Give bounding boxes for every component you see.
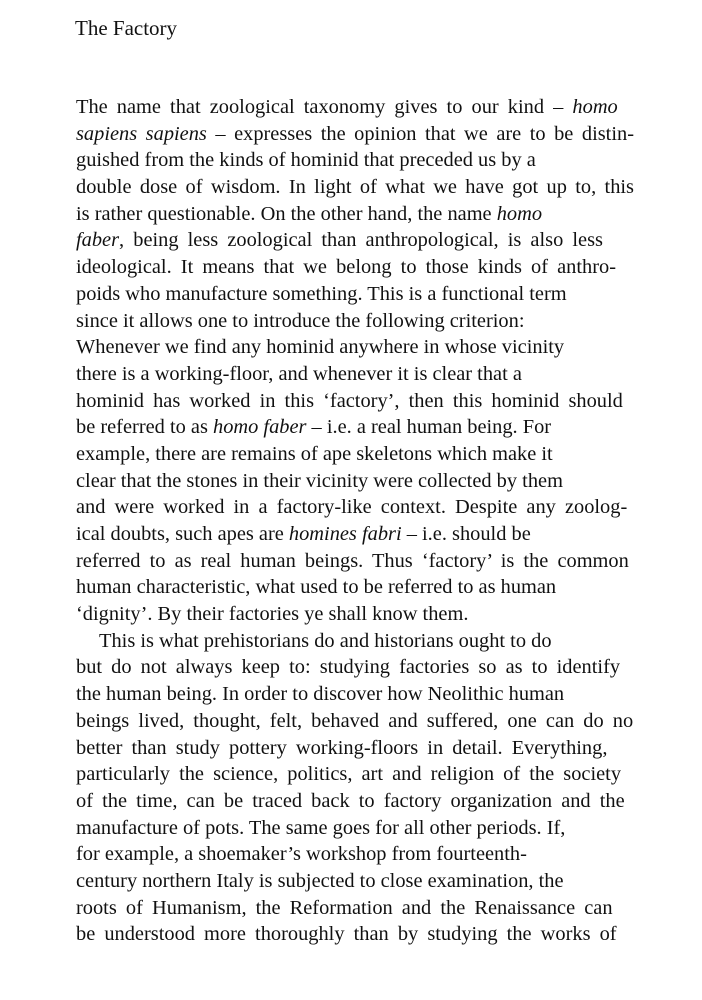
text-line [76,94,636,121]
text-segment: particularly the science, politics, art and religion of the society [76,763,622,786]
text-segment: be understood more thoroughly than by studying the works of [76,923,617,946]
text-segment: ical doubts, such apes are [76,523,289,545]
text-line [76,761,636,788]
text-segment: better than study pottery working-floors in detail. Everything, [76,736,608,759]
italic-term: homo faber [213,416,307,439]
text-line [76,841,636,868]
text-segment: The name that zoological taxonomy gives to our kind – [76,96,573,118]
text-segment: century northern Italy is subjected to close examination, the [76,869,564,892]
text-line [76,735,636,762]
running-title: The Factory [75,16,178,40]
text-segment: ‘dignity’. By their factories ye shall know them. [76,603,469,626]
text-segment: Whenever we find any hominid anywhere in whose vicinity [76,336,565,359]
text-segment: ideological. It means that we belong to those kinds of anthro- [76,256,617,279]
text-line [76,414,636,441]
text-segment: , being less zoological than anthropological, is also less [119,229,603,252]
text-line [76,895,636,922]
text-line [76,708,636,735]
italic-term: homo [496,202,543,225]
text-line [76,254,636,281]
text-line [76,681,636,708]
text-segment: poids who manufacture something. This is a functional term [76,282,567,305]
text-line [76,147,636,174]
italic-term: sapiens sapiens [76,122,207,145]
text-segment: – expresses the opinion that we are to be distin- [206,122,634,145]
text-segment: double dose of wisdom. In light of what we have got up to, this [76,176,634,199]
text-segment: – i.e. should be [401,523,531,545]
text-segment: referred to as real human beings. Thus ‘factory’ is the common [76,549,629,572]
text-line [76,441,636,468]
text-line [76,521,636,548]
text-segment: since it allows one to introduce the following criterion: [76,309,525,332]
text-segment: human characteristic, what used to be referred to as human [76,576,557,599]
text-segment: is rather questionable. On the other hand, the name [76,202,497,225]
body-text [76,94,636,948]
text-line [76,494,636,521]
text-line [76,388,636,415]
text-line [76,921,636,948]
text-line [76,468,636,495]
text-segment: but do not always keep to: studying factories so as to identify [76,656,621,679]
text-segment: manufacture of pots. The same goes for all other periods. If, [76,816,566,839]
text-line [76,788,636,815]
text-segment: hominid has worked in this ‘factory’, then this hominid should [76,389,623,412]
text-line [76,574,636,601]
text-segment: for example, a shoemaker’s workshop from fourteenth- [76,843,527,866]
text-line [76,174,636,201]
italic-term: homines fabri [288,523,402,545]
text-line [76,601,636,628]
text-line [76,548,636,575]
text-segment: example, there are remains of ape skeletons which make it [76,442,553,465]
text-line [76,361,636,388]
text-segment: beings lived, thought, felt, behaved and suffered, one can do no [76,709,634,732]
text-line [76,121,636,148]
italic-term: faber [76,229,120,252]
text-segment: of the time, can be traced back to factory organization and the [76,789,625,812]
text-segment: – i.e. a real human being. For [306,416,552,439]
text-line [76,201,636,228]
text-line [76,654,636,681]
text-line [76,815,636,842]
text-segment: roots of Humanism, the Reformation and the Renaissance can [76,896,613,919]
text-line [76,868,636,895]
text-segment: guished from the kinds of hominid that preceded us by a [76,149,536,172]
italic-term: homo [572,96,618,118]
text-line [76,227,636,254]
text-segment: the human being. In order to discover how Neolithic human [76,683,565,706]
text-line [76,281,636,308]
text-line [76,628,636,655]
text-segment: This is what prehistorians do and historians ought to do [99,629,552,652]
text-segment: there is a working-floor, and whenever it is clear that a [76,362,522,385]
text-segment: be referred to as [76,416,213,439]
text-line [76,308,636,335]
text-segment: and were worked in a factory-like context. Despite any zoolog- [76,496,628,519]
text-segment: clear that the stones in their vicinity were collected by them [76,469,563,492]
text-line [76,334,636,361]
